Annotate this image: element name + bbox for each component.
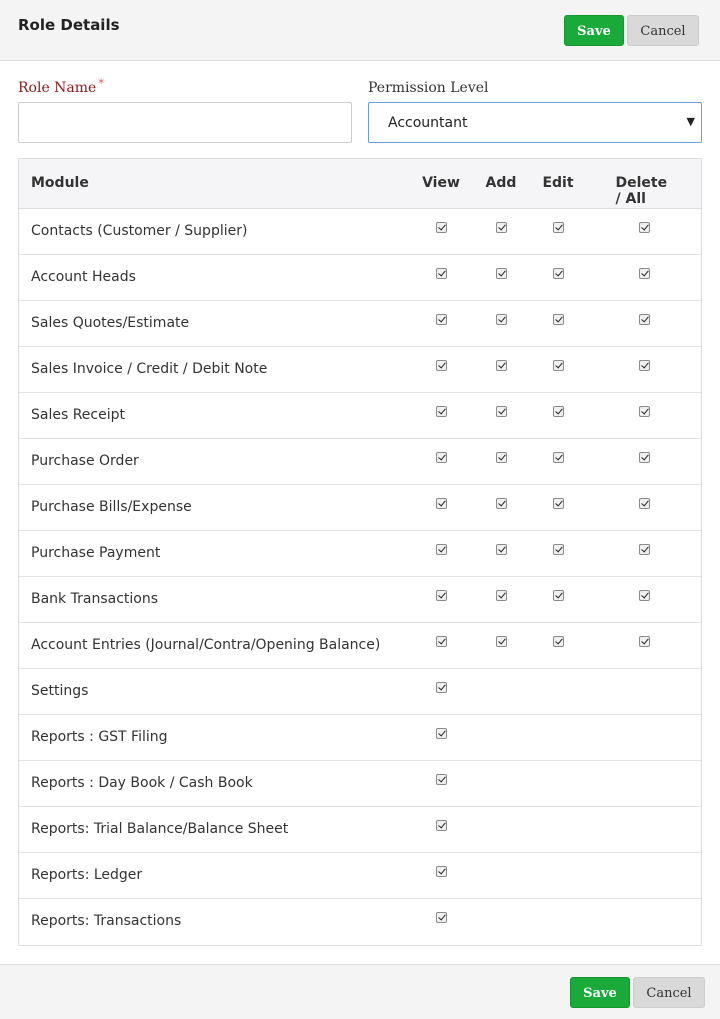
delete-all-checkbox[interactable]	[639, 314, 650, 325]
table-row	[19, 577, 701, 623]
module-name: Purchase Payment	[31, 545, 161, 561]
delete-all-checkbox[interactable]	[639, 498, 650, 509]
table-row	[19, 439, 701, 485]
delete-all-checkbox[interactable]	[639, 222, 650, 233]
cancel-button[interactable]: Cancel	[627, 15, 699, 46]
add-checkbox[interactable]	[496, 636, 507, 647]
view-checkbox[interactable]	[436, 452, 447, 463]
add-checkbox[interactable]	[496, 268, 507, 279]
permission-level-value: Accountant	[388, 115, 468, 131]
module-name: Reports: Ledger	[31, 867, 143, 883]
table-row	[19, 853, 701, 899]
module-name: Bank Transactions	[31, 591, 158, 607]
module-name: Sales Invoice / Credit / Debit Note	[31, 361, 268, 377]
edit-checkbox[interactable]	[553, 406, 564, 417]
footer-save-button[interactable]: Save	[570, 977, 630, 1008]
module-name: Purchase Order	[31, 453, 139, 469]
header-bar	[0, 0, 720, 61]
permissions-table	[18, 158, 702, 946]
table-row	[19, 393, 701, 439]
add-checkbox[interactable]	[496, 544, 507, 555]
edit-checkbox[interactable]	[553, 498, 564, 509]
view-checkbox[interactable]	[436, 728, 447, 739]
table-header	[19, 159, 701, 209]
module-name: Account Heads	[31, 269, 136, 285]
edit-checkbox[interactable]	[553, 636, 564, 647]
module-name: Contacts (Customer / Supplier)	[31, 223, 248, 239]
edit-checkbox[interactable]	[553, 452, 564, 463]
view-checkbox[interactable]	[436, 544, 447, 555]
role-name-input[interactable]	[18, 102, 352, 143]
module-name: Sales Quotes/Estimate	[31, 315, 190, 331]
add-checkbox[interactable]	[496, 360, 507, 371]
column-header-view: View	[422, 175, 460, 191]
table-row	[19, 623, 701, 669]
table-row	[19, 255, 701, 301]
add-checkbox[interactable]	[496, 222, 507, 233]
save-button[interactable]: Save	[564, 15, 624, 46]
module-name: Reports: Trial Balance/Balance Sheet	[31, 821, 289, 837]
module-name: Reports: Transactions	[31, 913, 182, 929]
permission-level-select[interactable]	[368, 102, 702, 143]
view-checkbox[interactable]	[436, 222, 447, 233]
add-checkbox[interactable]	[496, 314, 507, 325]
module-name: Reports : Day Book / Cash Book	[31, 775, 253, 791]
delete-all-checkbox[interactable]	[639, 544, 650, 555]
view-checkbox[interactable]	[436, 314, 447, 325]
column-header-edit: Edit	[542, 175, 574, 191]
module-name: Purchase Bills/Expense	[31, 499, 192, 515]
edit-checkbox[interactable]	[553, 544, 564, 555]
column-header-delete-all: Delete / All	[615, 175, 668, 207]
view-checkbox[interactable]	[436, 912, 447, 923]
table-row	[19, 531, 701, 577]
add-checkbox[interactable]	[496, 452, 507, 463]
view-checkbox[interactable]	[436, 866, 447, 877]
edit-checkbox[interactable]	[553, 268, 564, 279]
role-name-label-text: Role Name	[18, 80, 97, 96]
delete-all-checkbox[interactable]	[639, 452, 650, 463]
delete-all-checkbox[interactable]	[639, 268, 650, 279]
column-header-module: Module	[31, 175, 89, 191]
column-header-add: Add	[485, 175, 517, 191]
table-row	[19, 485, 701, 531]
delete-all-checkbox[interactable]	[639, 360, 650, 371]
permission-level-label: Permission Level	[368, 80, 489, 96]
dropdown-arrow-icon: ▼	[686, 115, 695, 128]
table-row	[19, 899, 701, 945]
view-checkbox[interactable]	[436, 498, 447, 509]
footer-bar	[0, 964, 720, 1019]
required-marker: *	[98, 77, 104, 90]
role-name-label	[18, 77, 104, 96]
table-row	[19, 669, 701, 715]
module-name: Settings	[31, 683, 89, 699]
delete-all-checkbox[interactable]	[639, 636, 650, 647]
module-name: Reports : GST Filing	[31, 729, 168, 745]
edit-checkbox[interactable]	[553, 590, 564, 601]
view-checkbox[interactable]	[436, 590, 447, 601]
page-title: Role Details	[18, 16, 120, 34]
edit-checkbox[interactable]	[553, 360, 564, 371]
delete-all-checkbox[interactable]	[639, 590, 650, 601]
view-checkbox[interactable]	[436, 636, 447, 647]
edit-checkbox[interactable]	[553, 222, 564, 233]
table-row	[19, 347, 701, 393]
add-checkbox[interactable]	[496, 406, 507, 417]
view-checkbox[interactable]	[436, 360, 447, 371]
module-name: Sales Receipt	[31, 407, 126, 423]
module-name: Account Entries (Journal/Contra/Opening Balance)	[31, 637, 381, 653]
view-checkbox[interactable]	[436, 268, 447, 279]
add-checkbox[interactable]	[496, 590, 507, 601]
view-checkbox[interactable]	[436, 774, 447, 785]
add-checkbox[interactable]	[496, 498, 507, 509]
table-row	[19, 301, 701, 347]
view-checkbox[interactable]	[436, 406, 447, 417]
table-row	[19, 715, 701, 761]
footer-cancel-button[interactable]: Cancel	[633, 977, 705, 1008]
table-row	[19, 209, 701, 255]
delete-all-checkbox[interactable]	[639, 406, 650, 417]
table-row	[19, 761, 701, 807]
table-row	[19, 807, 701, 853]
view-checkbox[interactable]	[436, 682, 447, 693]
view-checkbox[interactable]	[436, 820, 447, 831]
edit-checkbox[interactable]	[553, 314, 564, 325]
